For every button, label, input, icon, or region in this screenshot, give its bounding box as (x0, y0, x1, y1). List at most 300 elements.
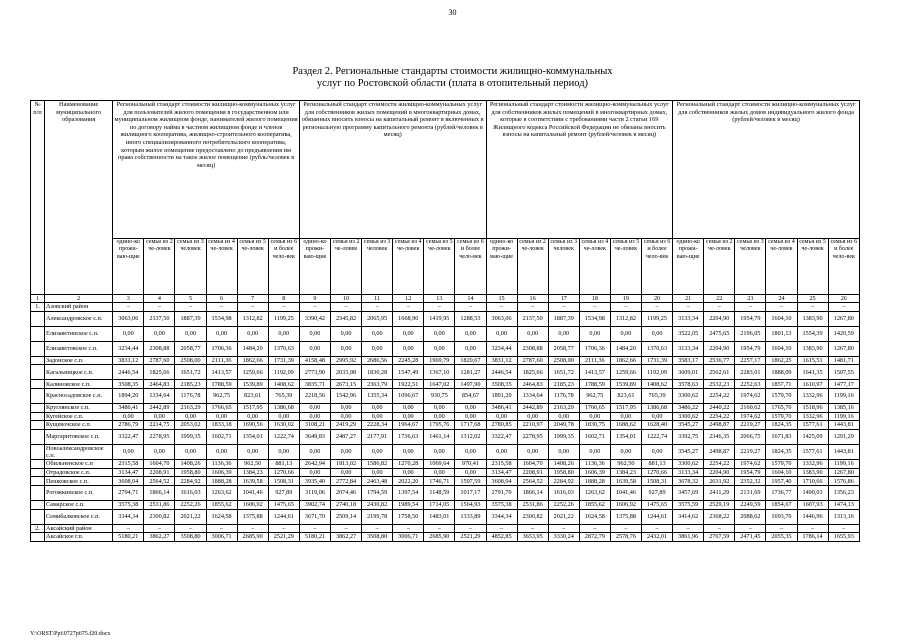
value-cell: 2787,60 (517, 356, 548, 365)
value-cell: 0,00 (641, 412, 672, 421)
value-cell: 2185,23 (548, 380, 579, 389)
value-cell: 1490,03 (797, 485, 828, 500)
value-cell: 1461,14 (424, 429, 455, 444)
value-cell: 1136,36 (579, 460, 610, 469)
value-cell: 0,00 (362, 412, 393, 421)
row-number-cell (31, 311, 45, 326)
value-cell: 1443,81 (828, 444, 859, 459)
value-cell: 1354,01 (237, 429, 268, 444)
value-cell: 962,50 (237, 460, 268, 469)
value-cell: – (797, 303, 828, 312)
column-number-cell: 19 (610, 295, 641, 303)
subheader-cell: семья из 2 че-ловек (331, 239, 362, 295)
subheader-cell: одино-ко прожи-ваю-щие (299, 239, 330, 295)
value-cell: 0,00 (175, 412, 206, 421)
column-number-cell: 18 (579, 295, 610, 303)
value-cell: 1671,83 (766, 429, 797, 444)
value-cell: 2131,69 (735, 485, 766, 500)
value-cell: 2252,63 (735, 380, 766, 389)
value-cell: 1615,51 (797, 356, 828, 365)
value-cell: – (237, 303, 268, 312)
value-cell: 0,00 (486, 412, 517, 421)
value-cell: 0,00 (268, 444, 299, 459)
value-cell: 3457,69 (673, 485, 704, 500)
value-cell: 1474,13 (828, 500, 859, 509)
value-cell: 3486,41 (486, 403, 517, 412)
value-cell: 1270,28 (393, 460, 424, 469)
value-cell: 3678,32 (673, 477, 704, 486)
value-cell: 1668,90 (393, 311, 424, 326)
value-cell: 1517,95 (610, 403, 641, 412)
value-cell: 1577,61 (797, 421, 828, 430)
value-cell: 0,00 (206, 326, 237, 341)
value-cell: 0,00 (299, 412, 330, 421)
value-cell: 3608,04 (486, 477, 517, 486)
value-cell: 2430,82 (362, 500, 393, 509)
subheader-cell: семья из 4 че-ловек (206, 239, 237, 295)
value-cell: – (641, 524, 672, 533)
value-cell: 1647,02 (424, 380, 455, 389)
column-number-cell: 17 (548, 295, 579, 303)
group-header-4: Региональный стандарт стоимости жилищно-коммунальных услуг для собственников жилых домов индивидуального жилого фонда (рублей/человек в месяц) (673, 101, 860, 239)
value-cell: 970,41 (455, 460, 486, 469)
value-cell: 2686,56 (362, 356, 393, 365)
value-cell: – (610, 524, 641, 533)
value-cell: 1576,86 (828, 477, 859, 486)
value-cell: – (548, 524, 579, 533)
value-cell: 1690,56 (237, 421, 268, 430)
value-cell: 930,75 (424, 388, 455, 403)
subheader-cell: семья из 6 и более чело-век (268, 239, 299, 295)
value-cell: 0,00 (579, 412, 610, 421)
value-cell: 1267,80 (828, 341, 859, 356)
row-number-cell (31, 388, 45, 403)
column-number-cell: 10 (331, 295, 362, 303)
value-cell: 2685,90 (424, 533, 455, 542)
row-number-cell (31, 477, 45, 486)
title-line: Раздел 2. Региональные стандарты стоимости жилищно-коммунальных (292, 66, 613, 77)
value-cell: 2740,18 (331, 500, 362, 509)
value-cell: 1312,02 (455, 429, 486, 444)
value-cell: 1999,35 (548, 429, 579, 444)
value-cell: 1954,79 (735, 311, 766, 326)
value-cell: 1259,66 (610, 365, 641, 380)
value-cell: 2278,95 (517, 429, 548, 444)
value-cell: 2531,86 (144, 500, 175, 509)
table-row (31, 477, 860, 486)
value-cell: 0,00 (175, 326, 206, 341)
settlement-name-cell: Кугейское с.п. (45, 412, 113, 421)
value-cell: 823,61 (237, 388, 268, 403)
value-cell: 1554,39 (797, 326, 828, 341)
value-cell: – (113, 303, 144, 312)
column-number-cell: 24 (766, 295, 797, 303)
value-cell: 1758,50 (393, 509, 424, 524)
value-cell: 2995,92 (331, 356, 362, 365)
subheader-cell: семья из 3 человек (548, 239, 579, 295)
value-cell: 2463,48 (362, 477, 393, 486)
value-cell: – (113, 524, 144, 533)
value-cell: 3300,62 (673, 460, 704, 469)
value-cell: 1586,82 (362, 460, 393, 469)
group-header-3: Региональный стандарт стоимости жилищно-коммунальных услуг для собственников жилых помещений в многоквартирных домах, которые в соответствии с требованиями части 2 статьи 169 Жилищного кодекса Российской Федерации не обязаны вносить взносы на капитальный ремонт (рублей/человек в месяц) (486, 101, 673, 239)
value-cell: 1655,93 (828, 533, 859, 542)
value-cell: 1606,39 (579, 468, 610, 477)
value-cell: 1607,93 (797, 500, 828, 509)
value-cell: 0,00 (206, 412, 237, 421)
value-cell: 1866,14 (517, 485, 548, 500)
value-cell: 0,00 (393, 468, 424, 477)
value-cell: 0,00 (299, 444, 330, 459)
value-cell: 2300,82 (517, 509, 548, 524)
value-cell: 962,75 (206, 388, 237, 403)
value-cell: 1824,35 (766, 421, 797, 430)
value-cell: 2219,27 (735, 444, 766, 459)
column-number-cell: 26 (828, 295, 859, 303)
value-cell: 1413,57 (579, 365, 610, 380)
value-cell: 1270,66 (641, 468, 672, 477)
value-cell: 0,00 (331, 341, 362, 356)
value-cell: 1801,13 (766, 326, 797, 341)
header-row-groups (31, 101, 860, 239)
value-cell: 2411,29 (704, 485, 735, 500)
value-cell: – (175, 524, 206, 533)
value-cell: 0,00 (393, 403, 424, 412)
column-number-cell: 20 (641, 295, 672, 303)
value-cell: 3006,71 (206, 533, 237, 542)
value-cell: – (299, 524, 330, 533)
value-cell: 1259,66 (237, 365, 268, 380)
value-cell: 2021,22 (175, 509, 206, 524)
value-cell: 1312,82 (237, 311, 268, 326)
value-cell: – (175, 303, 206, 312)
value-cell: 765,39 (641, 388, 672, 403)
value-cell: 0,00 (362, 326, 393, 341)
value-cell: 927,89 (641, 485, 672, 500)
value-cell: 1477,17 (828, 380, 859, 389)
table-row (31, 380, 860, 389)
value-cell: 1857,71 (766, 380, 797, 389)
value-cell: – (299, 303, 330, 312)
value-cell: – (393, 524, 424, 533)
value-cell: 2532,23 (704, 380, 735, 389)
value-cell: 0,00 (362, 444, 393, 459)
subheader-cell: семья из 3 человек (735, 239, 766, 295)
value-cell: 1148,59 (424, 485, 455, 500)
value-cell: 3322,47 (113, 429, 144, 444)
value-cell: 2352,32 (735, 477, 766, 486)
value-cell: 3006,71 (393, 533, 424, 542)
value-cell: 927,89 (268, 485, 299, 500)
subheader-cell: семья из 6 и более чело-век (641, 239, 672, 295)
value-cell: 1597,59 (455, 477, 486, 486)
value-cell: 1606,39 (206, 468, 237, 477)
value-cell: 2363,79 (362, 380, 393, 389)
value-cell: 1610,97 (797, 380, 828, 389)
value-cell: 0,00 (424, 326, 455, 341)
value-cell: 2786,79 (113, 421, 144, 430)
value-cell: 881,13 (268, 460, 299, 469)
value-cell: 1731,39 (268, 356, 299, 365)
table-row (31, 412, 860, 421)
value-cell: 3935,40 (299, 477, 330, 486)
value-cell: 1222,74 (268, 429, 299, 444)
column-number-cell: 9 (299, 295, 330, 303)
value-cell: – (237, 524, 268, 533)
value-cell: – (548, 303, 579, 312)
value-cell: 3063,06 (486, 311, 517, 326)
value-cell: 1606,92 (237, 500, 268, 509)
value-cell: 2345,82 (331, 311, 362, 326)
value-cell: 881,13 (641, 460, 672, 469)
table-row (31, 485, 860, 500)
value-cell: 1497,90 (455, 380, 486, 389)
value-cell: 2315,58 (486, 460, 517, 469)
value-cell: – (268, 303, 299, 312)
value-cell: – (144, 524, 175, 533)
value-cell: 0,00 (268, 326, 299, 341)
column-number-cell: 16 (517, 295, 548, 303)
value-cell: 2228,34 (362, 421, 393, 430)
value-cell: 1313,16 (828, 509, 859, 524)
value-cell: 1199,25 (641, 311, 672, 326)
value-cell: – (673, 524, 704, 533)
value-cell: – (424, 303, 455, 312)
subheader-cell: семья из 5 че-ловек (237, 239, 268, 295)
value-cell: 2787,60 (144, 356, 175, 365)
value-cell: 1604,70 (144, 460, 175, 469)
subheader-cell: одино-ко прожи-ваю-щие (486, 239, 517, 295)
value-cell: 2531,86 (517, 500, 548, 509)
settlement-name-cell: Самарское с.п. (45, 500, 113, 509)
value-cell: 1862,66 (237, 356, 268, 365)
value-cell: – (268, 524, 299, 533)
value-cell: 0,00 (486, 326, 517, 341)
value-cell: 3486,41 (113, 403, 144, 412)
value-cell: 2564,52 (144, 477, 175, 486)
value-cell: 1312,82 (610, 311, 641, 326)
value-cell: 0,00 (486, 444, 517, 459)
value-cell: 2284,92 (548, 477, 579, 486)
value-cell: 3831,12 (113, 356, 144, 365)
value-cell: 1507,55 (828, 365, 859, 380)
value-cell: 1384,23 (237, 468, 268, 477)
subheader-cell: семья из 4 че-ловек (766, 239, 797, 295)
value-cell: 0,00 (610, 326, 641, 341)
value-cell: 2053,02 (175, 421, 206, 430)
table-row (31, 356, 860, 365)
value-cell: 2058,77 (548, 341, 579, 356)
value-cell: 2254,22 (704, 460, 735, 469)
value-cell: 3902,74 (299, 500, 330, 509)
value-cell: 1736,77 (766, 485, 797, 500)
value-cell: 2564,52 (517, 477, 548, 486)
value-cell: 1606,92 (610, 500, 641, 509)
column-number-cell: 2 (45, 295, 113, 303)
subheader-cell: семья из 2 че-ловек (144, 239, 175, 295)
value-cell: 1706,36 (206, 341, 237, 356)
value-cell: 2368,22 (704, 509, 735, 524)
value-cell: 2442,89 (517, 403, 548, 412)
value-cell: 1222,74 (641, 429, 672, 444)
value-cell: 2440,22 (704, 403, 735, 412)
value-cell: 3486,22 (673, 403, 704, 412)
value-cell: 2578,76 (610, 533, 641, 542)
value-cell: 2055,35 (766, 533, 797, 542)
value-cell: 3234,44 (486, 341, 517, 356)
value-cell: 0,00 (331, 326, 362, 341)
value-cell: – (486, 303, 517, 312)
value-cell: 1370,63 (268, 341, 299, 356)
value-cell: 1192,09 (268, 365, 299, 380)
value-cell: 1866,14 (144, 485, 175, 500)
value-cell: 1199,16 (828, 412, 859, 421)
value-cell: 1069,64 (424, 460, 455, 469)
row-number-cell (31, 403, 45, 412)
value-cell: 2066,75 (735, 429, 766, 444)
value-cell: 1639,58 (610, 477, 641, 486)
value-cell: 2254,22 (704, 388, 735, 403)
value-cell: 1706,36 (579, 341, 610, 356)
value-cell: 1887,39 (175, 311, 206, 326)
value-cell: 2022,20 (393, 477, 424, 486)
value-cell: 2308,88 (517, 341, 548, 356)
value-cell: 1375,88 (610, 509, 641, 524)
column-number-cell: 11 (362, 295, 393, 303)
value-cell: 1794,59 (362, 485, 393, 500)
value-cell: 1888,28 (579, 477, 610, 486)
value-cell: 2049,78 (548, 421, 579, 430)
subheader-cell: одино-ко прожи-ваю-щие (673, 239, 704, 295)
value-cell: 2257,17 (735, 356, 766, 365)
column-number-cell: 23 (735, 295, 766, 303)
table-row (31, 388, 860, 403)
value-cell: 3835,71 (299, 380, 330, 389)
value-cell: 1604,70 (517, 460, 548, 469)
value-cell: 1263,62 (206, 485, 237, 500)
value-cell: 1765,70 (766, 403, 797, 412)
value-cell: – (362, 524, 393, 533)
value-cell: 2772,84 (331, 477, 362, 486)
value-cell: 2204,90 (704, 341, 735, 356)
value-cell: 3330,24 (548, 533, 579, 542)
value-cell: 1542,96 (331, 388, 362, 403)
value-cell: 3653,95 (517, 533, 548, 542)
value-cell: 0,00 (331, 412, 362, 421)
value-cell: 1958,80 (548, 468, 579, 477)
table-section-row (31, 303, 860, 312)
value-cell: 1356,23 (828, 485, 859, 500)
value-cell: 1332,96 (797, 388, 828, 403)
value-cell: 1041,46 (237, 485, 268, 500)
value-cell: 0,00 (455, 468, 486, 477)
value-cell: 1539,89 (237, 380, 268, 389)
value-cell: 0,00 (424, 412, 455, 421)
value-cell: 1375,88 (237, 509, 268, 524)
value-cell: 0,00 (237, 326, 268, 341)
value-cell: 2252,26 (548, 500, 579, 509)
value-cell: 1693,70 (766, 509, 797, 524)
settlement-name-cell: Калиновское с.п. (45, 380, 113, 389)
value-cell: – (206, 303, 237, 312)
settlement-name-cell: Пешковское с.п. (45, 477, 113, 486)
value-cell: 1964,67 (393, 421, 424, 430)
value-cell: – (735, 303, 766, 312)
row-number-cell (31, 429, 45, 444)
value-cell: 0,00 (455, 326, 486, 341)
value-cell: 0,00 (331, 468, 362, 477)
value-cell: 1887,39 (548, 311, 579, 326)
value-cell: 0,00 (641, 326, 672, 341)
value-cell: 1813,02 (331, 460, 362, 469)
value-cell: 2245,28 (393, 356, 424, 365)
value-cell: 5180,21 (113, 533, 144, 542)
value-cell: 2521,29 (268, 533, 299, 542)
value-cell: 2432,01 (641, 533, 672, 542)
value-cell: 1628,40 (641, 421, 672, 430)
column-number-cell: 25 (797, 295, 828, 303)
settlement-name-cell: Круглянское с.п. (45, 403, 113, 412)
value-cell: 1419,95 (424, 311, 455, 326)
value-cell: – (610, 303, 641, 312)
table-row (31, 403, 860, 412)
value-cell: 1334,64 (144, 388, 175, 403)
value-cell: 0,00 (517, 444, 548, 459)
value-cell: 4852,85 (486, 533, 517, 542)
settlement-name-cell: Задонское с.п. (45, 356, 113, 365)
value-cell: – (144, 303, 175, 312)
value-cell: 0,00 (610, 412, 641, 421)
value-cell: 3862,27 (144, 533, 175, 542)
value-cell: 1484,20 (610, 341, 641, 356)
value-cell: 1547,49 (393, 365, 424, 380)
column-number-cell: 7 (237, 295, 268, 303)
value-cell: 1408,62 (641, 380, 672, 389)
value-cell: 3608,04 (113, 477, 144, 486)
value-cell: 1894,20 (113, 388, 144, 403)
value-cell: 3234,44 (113, 341, 144, 356)
value-cell: 3522,05 (673, 326, 704, 341)
value-cell: 2219,27 (735, 421, 766, 430)
column-number-cell: 21 (673, 295, 704, 303)
subheader-cell: семья из 6 и более чело-век (455, 239, 486, 295)
settlement-name-cell: Обильненское с.п (45, 460, 113, 469)
subheader-cell: одино-ко прожи-ваю-щие (113, 239, 144, 295)
table-row (31, 460, 860, 469)
value-cell: 3344,34 (113, 509, 144, 524)
value-cell: – (393, 303, 424, 312)
value-cell: 2065,95 (362, 311, 393, 326)
value-cell: 1630,02 (268, 421, 299, 430)
value-cell: 0,00 (579, 444, 610, 459)
value-cell: 0,00 (393, 444, 424, 459)
value-cell: 2160,62 (735, 403, 766, 412)
value-cell: 1999,35 (175, 429, 206, 444)
subheader-cell: семья из 5 че-ловек (610, 239, 641, 295)
value-cell: 1383,90 (797, 341, 828, 356)
value-cell: 0,00 (641, 444, 672, 459)
value-cell: 1969,79 (424, 356, 455, 365)
row-number-cell (31, 341, 45, 356)
value-cell: 1736,63 (393, 429, 424, 444)
row-number-cell: 2. (31, 524, 45, 533)
page-number: 30 (448, 8, 457, 17)
value-cell: 1017,17 (455, 485, 486, 500)
value-cell: – (641, 303, 672, 312)
value-cell: 0,00 (455, 444, 486, 459)
value-cell: 0,00 (455, 412, 486, 421)
settlement-name-cell: Александровское с.п. (45, 311, 113, 326)
